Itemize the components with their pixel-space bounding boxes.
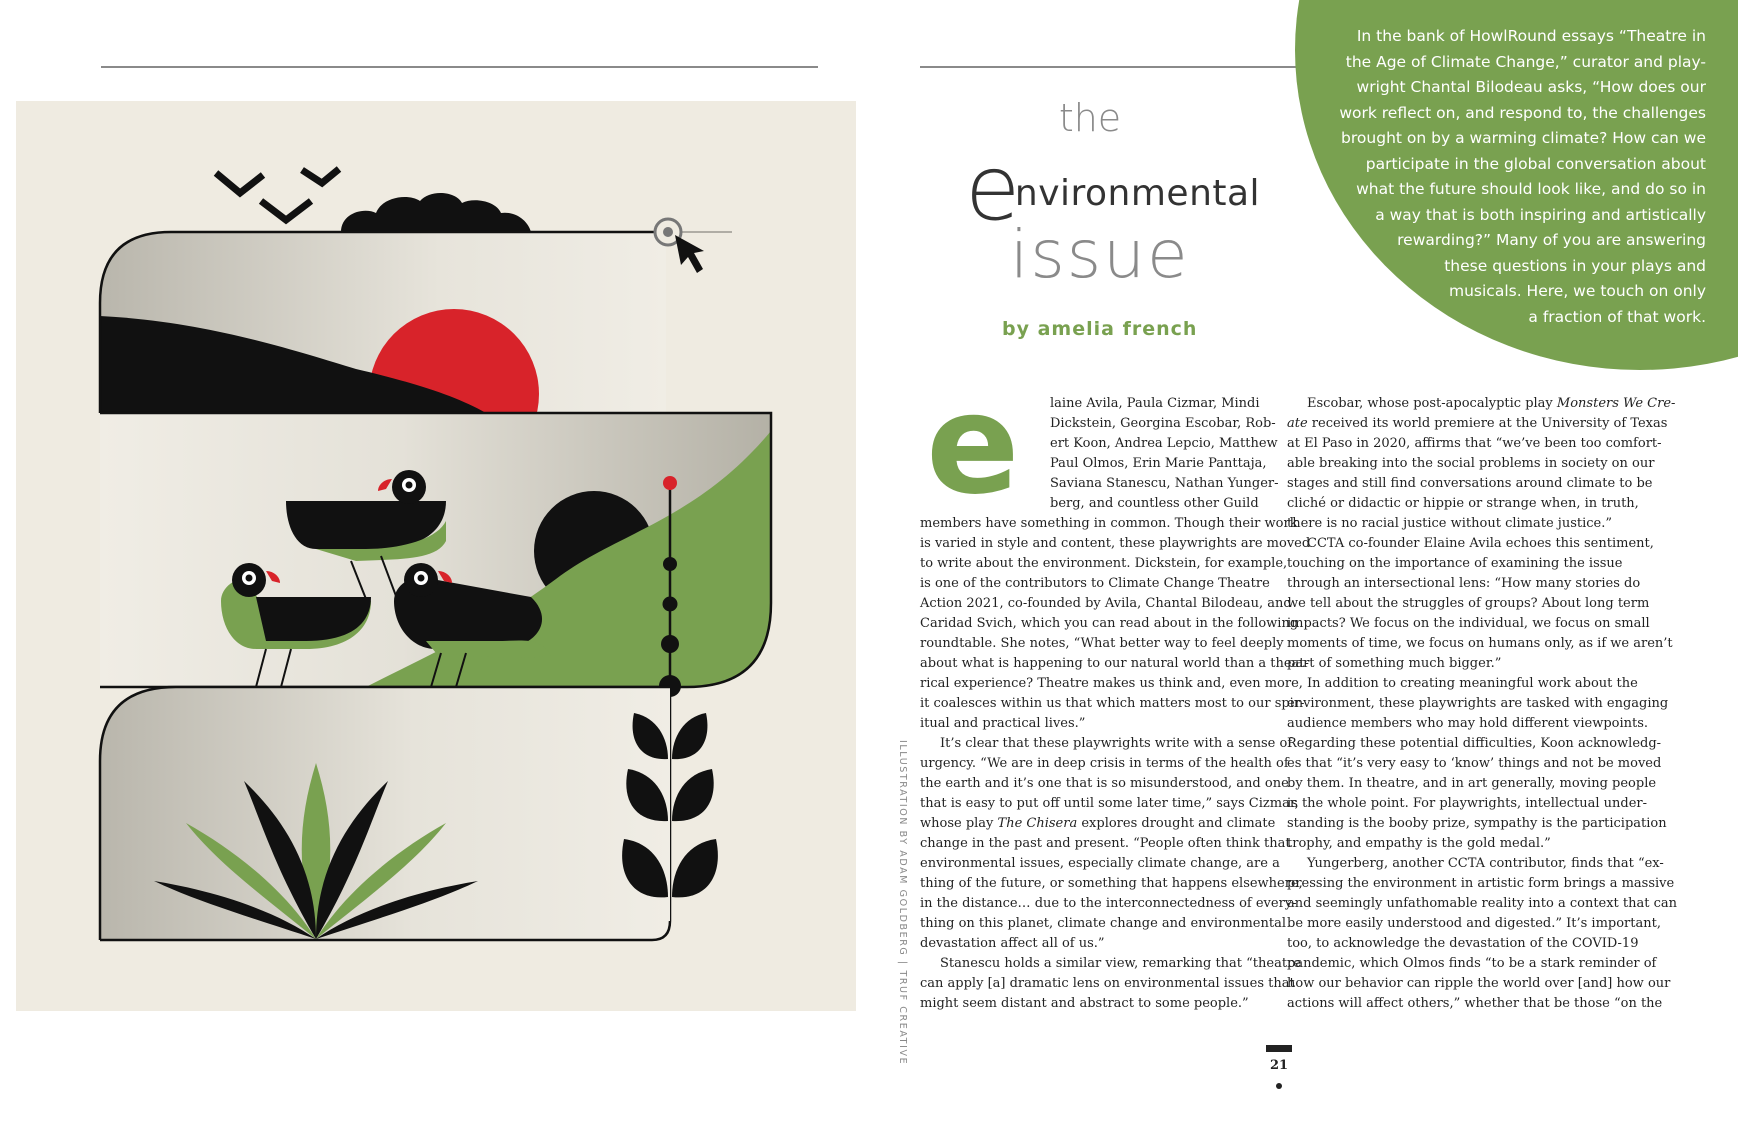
title-the: the <box>1058 96 1122 140</box>
text-line: Dickstein, Georgina Escobar, Rob- <box>1050 416 1276 431</box>
text-line: In the bank of HowlRound essays “Theatre in <box>1356 27 1706 45</box>
text-line: through an intersectional lens: “How many stories do <box>1287 576 1641 591</box>
text-line: part of something much bigger.” <box>1287 656 1502 671</box>
text-line: ate received its world premiere at the University of Texas <box>1287 416 1668 431</box>
text-line: that is easy to put off until some later time,” says Cizmar, <box>920 796 1299 811</box>
text-line: cliché or didactic or hippie or strange when, in truth, <box>1287 496 1639 511</box>
text-line: rical experience? Theatre makes us think and, even more, <box>920 676 1303 691</box>
page-number: 21 <box>1269 1058 1289 1073</box>
body-col-right <box>1287 394 1677 1014</box>
paragraph-3 <box>920 954 1310 1014</box>
text-line: Caridad Svich, which you can read about in the following <box>920 616 1299 631</box>
text-line: rewarding?” Many of you are answering <box>1397 231 1706 249</box>
text-line: at El Paso in 2020, affirms that “we’ve been too comfort- <box>1287 436 1662 451</box>
text-line: thing of the future, or something that happens elsewhere, <box>920 876 1303 891</box>
drop-cap-letter: e <box>926 388 1020 508</box>
text-line: brought on by a warming climate? How can we <box>1341 129 1706 147</box>
text-line: Escobar, whose post-apocalyptic play Monsters We Cre- <box>1307 396 1676 411</box>
text-line: how our behavior can ripple the world over [and] how our <box>1287 976 1671 991</box>
text-line: wright Chantal Bilodeau asks, “How does our <box>1356 78 1706 96</box>
paragraph-2 <box>920 734 1310 814</box>
text-line: we tell about the struggles of groups? About long term <box>1287 596 1650 611</box>
drop-cap <box>926 388 1034 508</box>
text-line: Regarding these potential difficulties, Koon acknowledg- <box>1287 736 1662 751</box>
text-line: too, to acknowledge the devastation of the COVID-19 <box>1287 936 1639 951</box>
text-line: Yungerberg, another CCTA contributor, finds that “ex- <box>1307 856 1664 871</box>
text-line: thing on this planet, climate change and environmental <box>920 916 1286 931</box>
text-line: a fraction of that work. <box>1528 307 1706 326</box>
text-line: is one of the contributors to Climate Change Theatre <box>920 576 1270 591</box>
paragraph-1 <box>920 514 1310 734</box>
title-initial: e <box>965 136 1021 241</box>
text-line: standing is the booby prize, sympathy is the participation <box>1287 816 1667 831</box>
text-line: to write about the environment. Dickstein, for example, <box>920 556 1288 571</box>
text-line: members have something in common. Though their work <box>920 516 1298 531</box>
text-line: ert Koon, Andrea Lepcio, Matthew <box>1050 436 1278 451</box>
text-line: the Age of Climate Change,” curator and play- <box>1345 52 1706 71</box>
text-line: audience members who may hold different viewpoints. <box>1287 716 1649 731</box>
text-line: pressing the environment in artistic form brings a massive <box>1287 876 1675 891</box>
text-line: Paul Olmos, Erin Marie Panttaja, <box>1050 456 1267 471</box>
text-line: berg, and countless other Guild <box>1050 496 1259 511</box>
folio-bar <box>1266 1045 1292 1052</box>
paragraph-2-cont <box>920 834 1310 954</box>
text-line: these questions in your plays and <box>1444 256 1706 275</box>
text-line: touching on the importance of examining the issue <box>1287 556 1623 571</box>
text-line: and seemingly unfathomable reality into a context that can <box>1287 896 1678 911</box>
text-line: participate in the global conversation about <box>1365 154 1706 173</box>
text-line: Saviana Stanescu, Nathan Yunger- <box>1050 476 1279 491</box>
text-line: be more easily understood and digested.” It’s important, <box>1287 916 1661 931</box>
stem-bud-icon <box>663 476 677 490</box>
text-line: by them. In theatre, and in art generally, moving people <box>1287 776 1657 791</box>
text-line: change in the past and present. “People often think that <box>920 836 1291 851</box>
text-line: laine Avila, Paula Cizmar, Mindi <box>1050 396 1260 411</box>
top-rule-right <box>920 66 1310 68</box>
play-title: The Chisera <box>997 816 1078 831</box>
top-rule-left <box>101 66 818 68</box>
paragraph-7 <box>1287 854 1677 1014</box>
text-line: es that “it’s very easy to ‘know’ things and not be moved <box>1287 756 1662 771</box>
text-line: a way that is both inspiring and artistically <box>1375 205 1706 224</box>
paragraph-6 <box>1287 674 1677 854</box>
text-line: itual and practical lives.” <box>920 716 1086 731</box>
title-issue: issue <box>1010 216 1190 293</box>
play-title: ate <box>1287 416 1308 431</box>
text-line: pandemic, which Olmos finds “to be a stark reminder of <box>1287 956 1657 971</box>
text-line: actions will affect others,” whether that be those “on the <box>1287 996 1663 1011</box>
text-line: devastation affect all of us.” <box>920 936 1105 951</box>
text-line: what the future should look like, and do so in <box>1356 180 1706 198</box>
text-line: able breaking into the social problems in society on our <box>1287 456 1655 471</box>
text-line: there is no racial justice without climate justice.” <box>1287 516 1612 531</box>
text-line: whose play The Chisera explores drought and climate <box>920 816 1276 831</box>
pullquote <box>1310 24 1706 330</box>
body-col-left <box>920 514 1310 1014</box>
paragraph-4-cont <box>1287 434 1677 534</box>
text-line: is the whole point. For playwrights, intellectual under- <box>1287 796 1648 811</box>
text-line: In addition to creating meaningful work about the <box>1307 676 1638 691</box>
text-line: work reflect on, and respond to, the challenges <box>1339 103 1706 122</box>
text-line: impacts? We focus on the individual, we focus on small <box>1287 616 1650 631</box>
play-title: Monsters We Cre- <box>1556 396 1676 411</box>
paragraph-5 <box>1287 534 1677 674</box>
text-line: stages and still find conversations around climate to be <box>1287 476 1653 491</box>
folio-dot <box>1276 1083 1282 1089</box>
text-line: about what is happening to our natural world than a theat- <box>920 656 1309 671</box>
text-line: Action 2021, co-founded by Avila, Chantal Bilodeau, and <box>920 596 1292 611</box>
body-col-left-top <box>1050 394 1279 514</box>
text-line: the earth and it’s one that is so misunderstood, and one <box>920 776 1289 791</box>
text-line: can apply [a] dramatic lens on environmental issues that <box>920 976 1295 991</box>
title-env-rest: nvironmental <box>1014 173 1261 214</box>
text-line: might seem distant and abstract to some people.” <box>920 996 1249 1011</box>
text-line: urgency. “We are in deep crisis in terms of the health of <box>920 756 1289 771</box>
text-line: environment, these playwrights are tasked with engaging <box>1287 696 1669 711</box>
text-line: It’s clear that these playwrights write with a sense of <box>940 736 1293 751</box>
text-line: Stanescu holds a similar view, remarking that “theatre <box>940 956 1301 971</box>
text-line: roundtable. She notes, “What better way to feel deeply <box>920 636 1284 651</box>
text-line: trophy, and empathy is the gold medal.” <box>1287 836 1551 851</box>
illustration-credit: ILLUSTRATION BY ADAM GOLDBERG | TRUF CREATIVE <box>897 740 908 1066</box>
illustration <box>16 101 856 1011</box>
text-line: moments of time, we focus on humans only, as if we aren’t <box>1287 636 1673 651</box>
text-line: environmental issues, especially climate change, are a <box>920 856 1280 871</box>
text-line: musicals. Here, we touch on only <box>1449 282 1706 300</box>
text-line: CCTA co-founder Elaine Avila echoes this sentiment, <box>1307 536 1654 551</box>
byline: by amelia french <box>1002 318 1198 340</box>
text-line: it coalesces within us that which matters most to our spir- <box>920 696 1305 711</box>
text-line: is varied in style and content, these playwrights are moved <box>920 536 1311 551</box>
text-line: in the distance… due to the interconnectedness of every- <box>920 896 1297 911</box>
